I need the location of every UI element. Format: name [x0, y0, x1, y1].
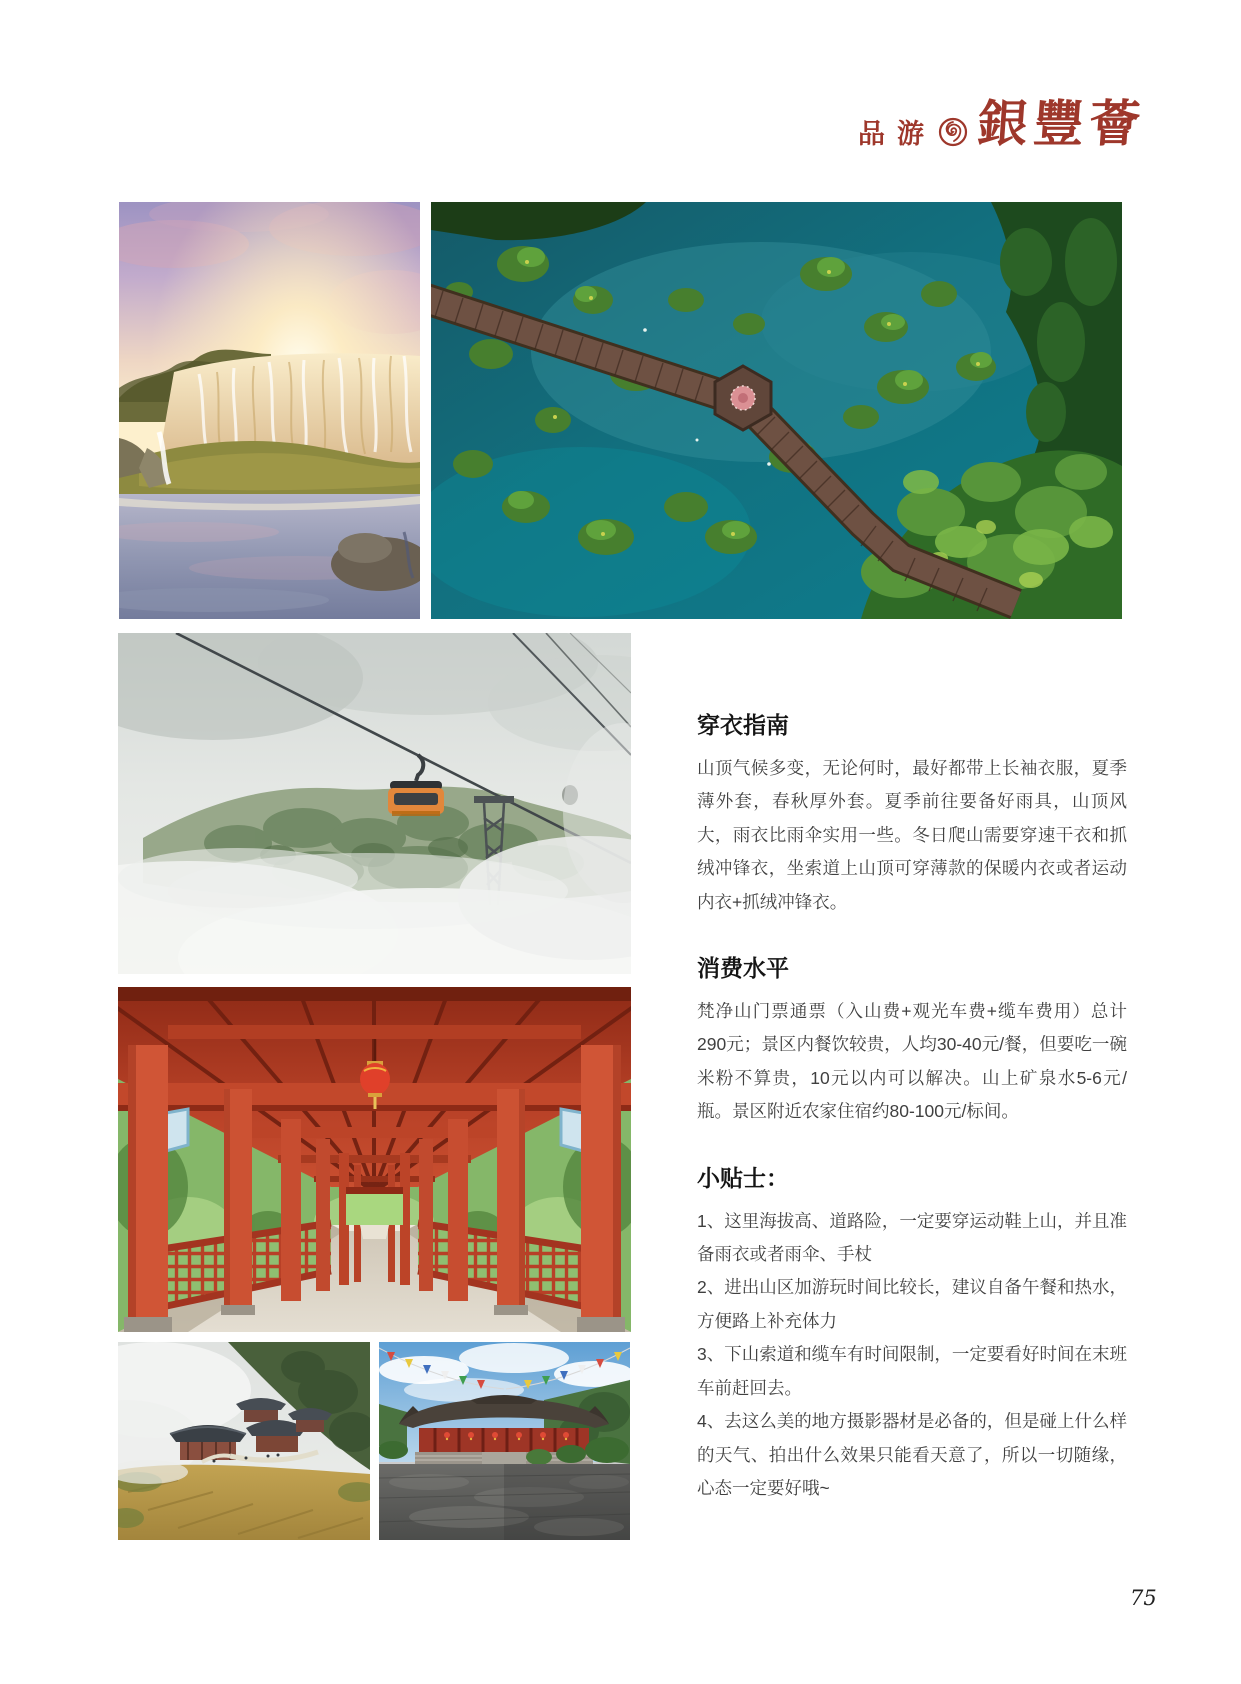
- section-dressing-guide: [697, 712, 1127, 919]
- masthead-logo: [858, 84, 1146, 156]
- photo-boardwalk-pond-aerial: [431, 202, 1122, 619]
- swirl-logo-icon: [938, 117, 968, 147]
- section-body-dressing: 山顶气候多变，无论何时，最好都带上长袖衣服，夏季薄外套，春秋厚外套。夏季前往要备好雨具，山顶风大，雨衣比雨伞实用一些。冬日爬山需要穿速干衣和抓绒冲锋衣，坐索道上山顶可穿薄款的保暖内衣或者运动内衣+抓绒冲锋衣。: [697, 758, 1127, 912]
- photo-cable-car-fog: [118, 633, 631, 974]
- tips-item-3: 3、下山索道和缆车有时间限制，一定要看好时间在末班车前赶回去。: [697, 1344, 1127, 1398]
- section-title-spending: 消费水平: [697, 955, 789, 982]
- tips-item-1: 1、这里海拔高、道路险，一定要穿运动鞋上山，并且准备雨衣或者雨伞、手杖: [697, 1210, 1127, 1265]
- section-tips: [697, 1165, 1127, 1506]
- article-column: [697, 712, 1127, 1505]
- logo-brand-text: 銀豐薈: [975, 94, 1148, 153]
- photo-temple-plaza: [379, 1342, 630, 1540]
- logo-prefix-text: 品游: [858, 118, 936, 149]
- section-title-dressing: 穿衣指南: [697, 712, 789, 738]
- section-body-spending: 梵净山门票通票（入山费+观光车费+缆车费用）总计290元；景区内餐饮较贵，人均30-40元/餐，但要吃一碗米粉不算贵，10元以内可以解决。山上矿泉水5-6元/瓶。景区附近农家住宿约80-100元/标间。: [697, 1001, 1127, 1122]
- photo-mountain-temple: [118, 1342, 370, 1540]
- tips-item-4: 4、去这么美的地方摄影器材是必备的，但是碰上什么样的天气、拍出什么效果只能看天意了，所以一切随缘，心态一定要好哦~: [697, 1411, 1127, 1498]
- section-spending-level: [697, 955, 1127, 1129]
- tips-item-2: 2、进出山区加游玩时间比较长，建议自备午餐和热水，方便路上补充体力: [697, 1277, 1127, 1331]
- page-number: 75: [1130, 1586, 1157, 1610]
- section-title-tips: 小贴士：: [697, 1164, 789, 1191]
- photo-waterfall-sunset: [119, 202, 420, 619]
- photo-red-corridor: [118, 987, 631, 1332]
